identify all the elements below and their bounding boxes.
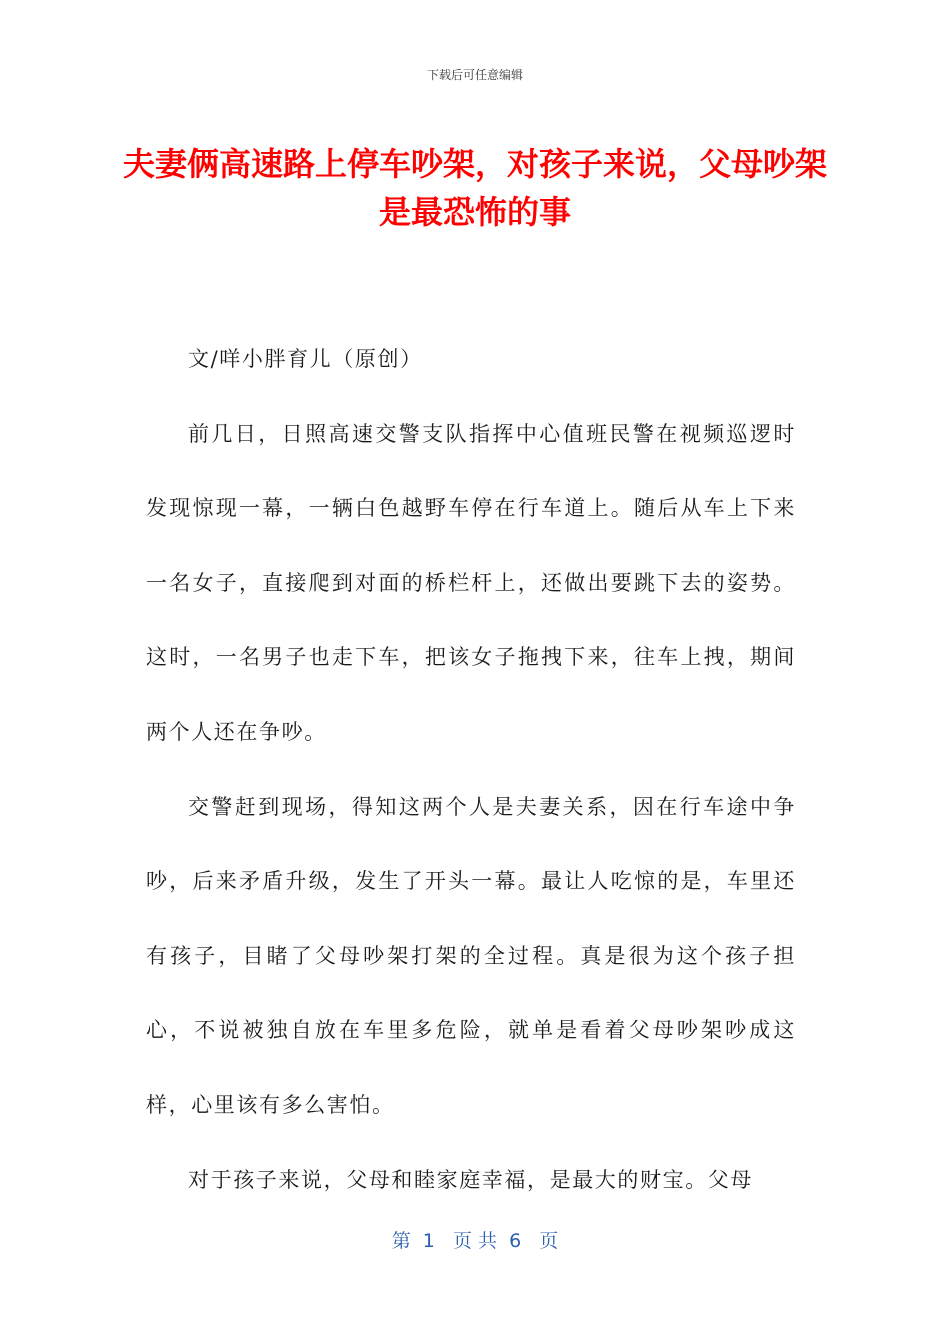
document-body	[146, 322, 796, 1217]
paragraph-author: 文/咩小胖育儿（原创）	[188, 347, 423, 371]
page-number-footer: 第 1 页 共 6 页	[391, 1230, 559, 1252]
paragraph: 前几日，日照高速交警支队指挥中心值班民警在视频巡逻时发现惊现一幕，一辆白色越野车停在行车道上。随后从车上下来一名女子，直接爬到对面的桥栏杆上，还做出要跳下去的姿势。这时，一名男子也走下车，把该女子拖拽下来，往车上拽，期间两个人还在争吵。	[146, 421, 796, 744]
document-title: 夫妻俩高速路上停车吵架，对孩子来说，父母吵架是最恐怖的事	[122, 145, 827, 231]
paragraph: 对于孩子来说，父母和睦家庭幸福，是最大的财宝。父母	[188, 1167, 753, 1192]
header-note: 下载后可任意编辑	[426, 68, 523, 82]
paragraph: 交警赶到现场，得知这两个人是夫妻关系，因在行车途中争吵，后来矛盾升级，发生了开头一幕。最让人吃惊的是，车里还有孩子，目睹了父母吵架打架的全过程。真是很为这个孩子担心，不说被独自放在车里多危险，就单是看着父母吵架吵成这样，心里该有多么害怕。	[146, 794, 796, 1117]
